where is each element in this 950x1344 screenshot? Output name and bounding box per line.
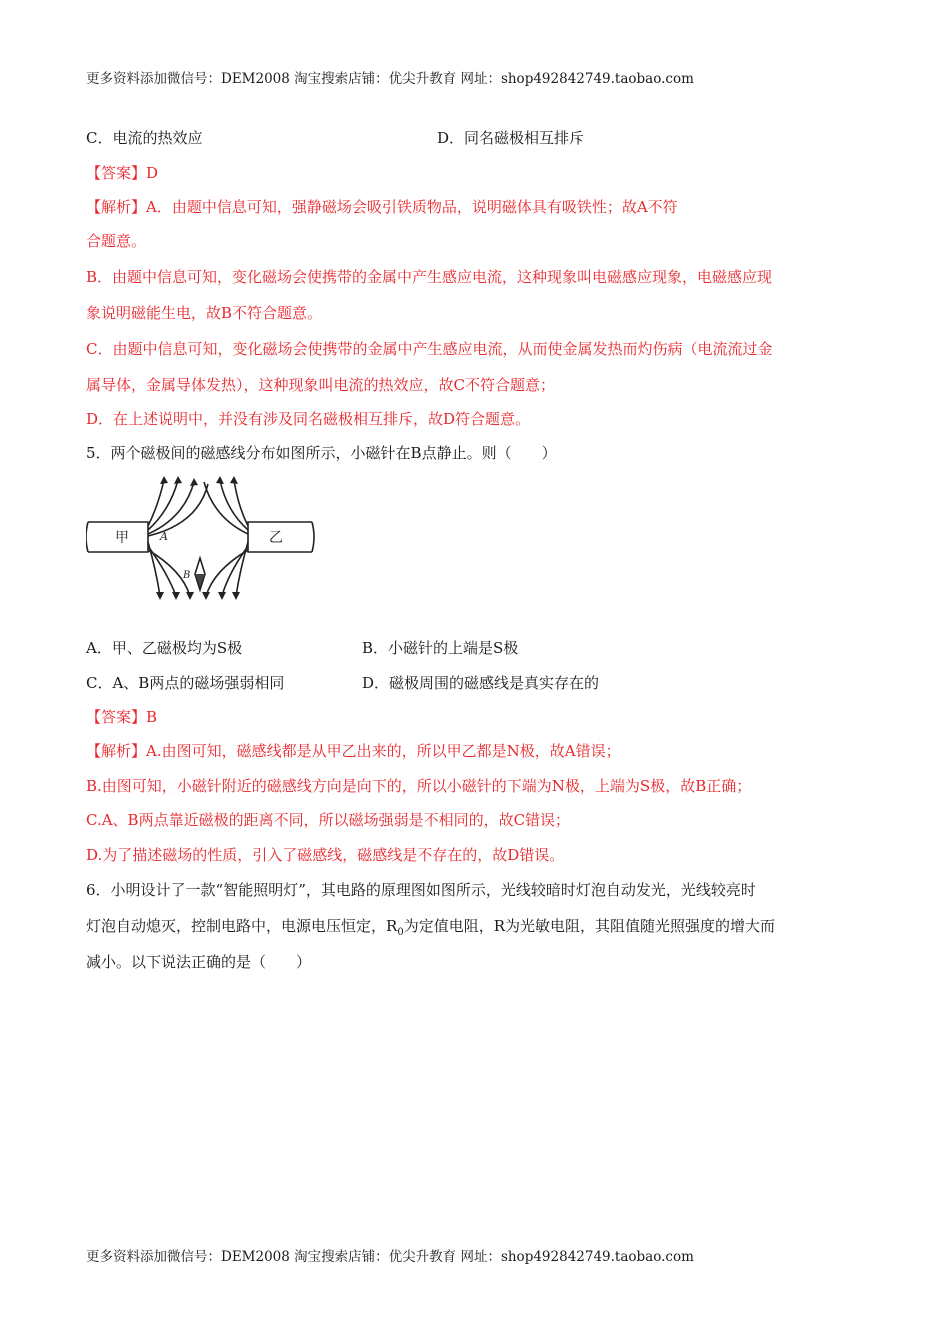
answer-value: B [146,708,158,726]
q5-stem: 5．两个磁极间的磁感线分布如图所示，小磁针在B点静止。则（ ） [86,444,557,462]
analysis-text: A.由图可知，磁感线都是从甲乙出来的，所以甲乙都是N极，故A错误； [146,742,621,760]
right-magnet-break [312,522,314,552]
q5-option-c: C．A、B两点的磁场强弱相同 [86,674,285,692]
right-magnet-label: 乙 [269,530,283,546]
answer-value: D [146,164,159,182]
q5-option-d: D．磁极周围的磁感线是真实存在的 [362,674,600,692]
q6-line-3: 减小。以下说法正确的是（ ） [86,953,312,971]
q5-option-a: A．甲、乙磁极均为S极 [86,639,243,657]
q5-answer [86,706,157,728]
r0-symbol: $R_0$ [386,917,404,938]
q4-analysis-line-4: 象说明磁能生电，故B不符合题意。 [86,304,323,322]
q6-line-1: 6．小明设计了一款“智能照明灯”，其电路的原理图如图所示，光线较暗时灯泡自动发光，光线较亮时 [86,881,756,899]
q4-option-d: D．同名磁极相互排斥 [437,129,585,147]
answer-tag: 【答案】 [86,708,147,726]
analysis-text: A．由题中信息可知，强静磁场会吸引铁质物品，说明磁体具有吸铁性；故A不符 [146,198,678,216]
point-a-label: A [160,530,168,543]
q4-analysis-line-3: B．由题中信息可知，变化磁场会使携带的金属中产生感应电流，这种现象叫电磁感应现象，电磁感应现 [86,268,773,286]
q4-analysis-line-5: C．由题中信息可知，变化磁场会使携带的金属中产生感应电流，从而使金属发热而灼伤病（电流流过金 [86,340,773,358]
q6-line-2 [86,915,775,944]
q4-analysis-line-7: D．在上述说明中，并没有涉及同名磁极相互排斥，故D符合题意。 [86,410,531,428]
magnetic-field-diagram [86,470,316,605]
point-b-label: B [183,570,191,581]
q5-analysis-line-1 [86,740,621,762]
q4-option-c: C．电流的热效应 [86,129,203,147]
q6-line-2-end: 为定值电阻，R为光敏电阻，其阻值随光照强度的增大而 [403,917,775,935]
page-header: 更多资料添加微信号：DEM2008 淘宝搜索店铺：优尖升教育 网址：shop492842749.taobao.com [86,71,694,87]
q5-analysis-line-3: C.A、B两点靠近磁极的距离不同，所以磁场强弱是不相同的，故C错误； [86,811,571,829]
analysis-tag: 【解析】 [86,742,147,760]
q4-analysis-line-6: 属导体，金属导体发热），这种现象叫电流的热效应，故C不符合题意； [86,376,555,394]
left-magnet-break [86,522,88,552]
q5-analysis-line-2: B.由图可知，小磁针附近的磁感线方向是向下的，所以小磁针的下端为N极，上端为S极，故B正确； [86,777,752,795]
q4-analysis-line-2: 合题意。 [86,232,147,250]
q4-analysis-line-1 [86,196,678,218]
q5-analysis-line-4: D.为了描述磁场的性质，引入了磁感线，磁感线是不存在的，故D错误。 [86,846,565,864]
answer-tag: 【答案】 [86,164,147,182]
q6-line-2-start: 灯泡自动熄灭，控制电路中，电源电压恒定， [86,917,387,935]
page-footer: 更多资料添加微信号：DEM2008 淘宝搜索店铺：优尖升教育 网址：shop492842749.taobao.com [86,1249,694,1265]
q4-answer [86,162,158,184]
left-magnet-label: 甲 [115,530,129,546]
q5-option-b: B．小磁针的上端是S极 [362,639,519,657]
analysis-tag: 【解析】 [86,198,147,216]
